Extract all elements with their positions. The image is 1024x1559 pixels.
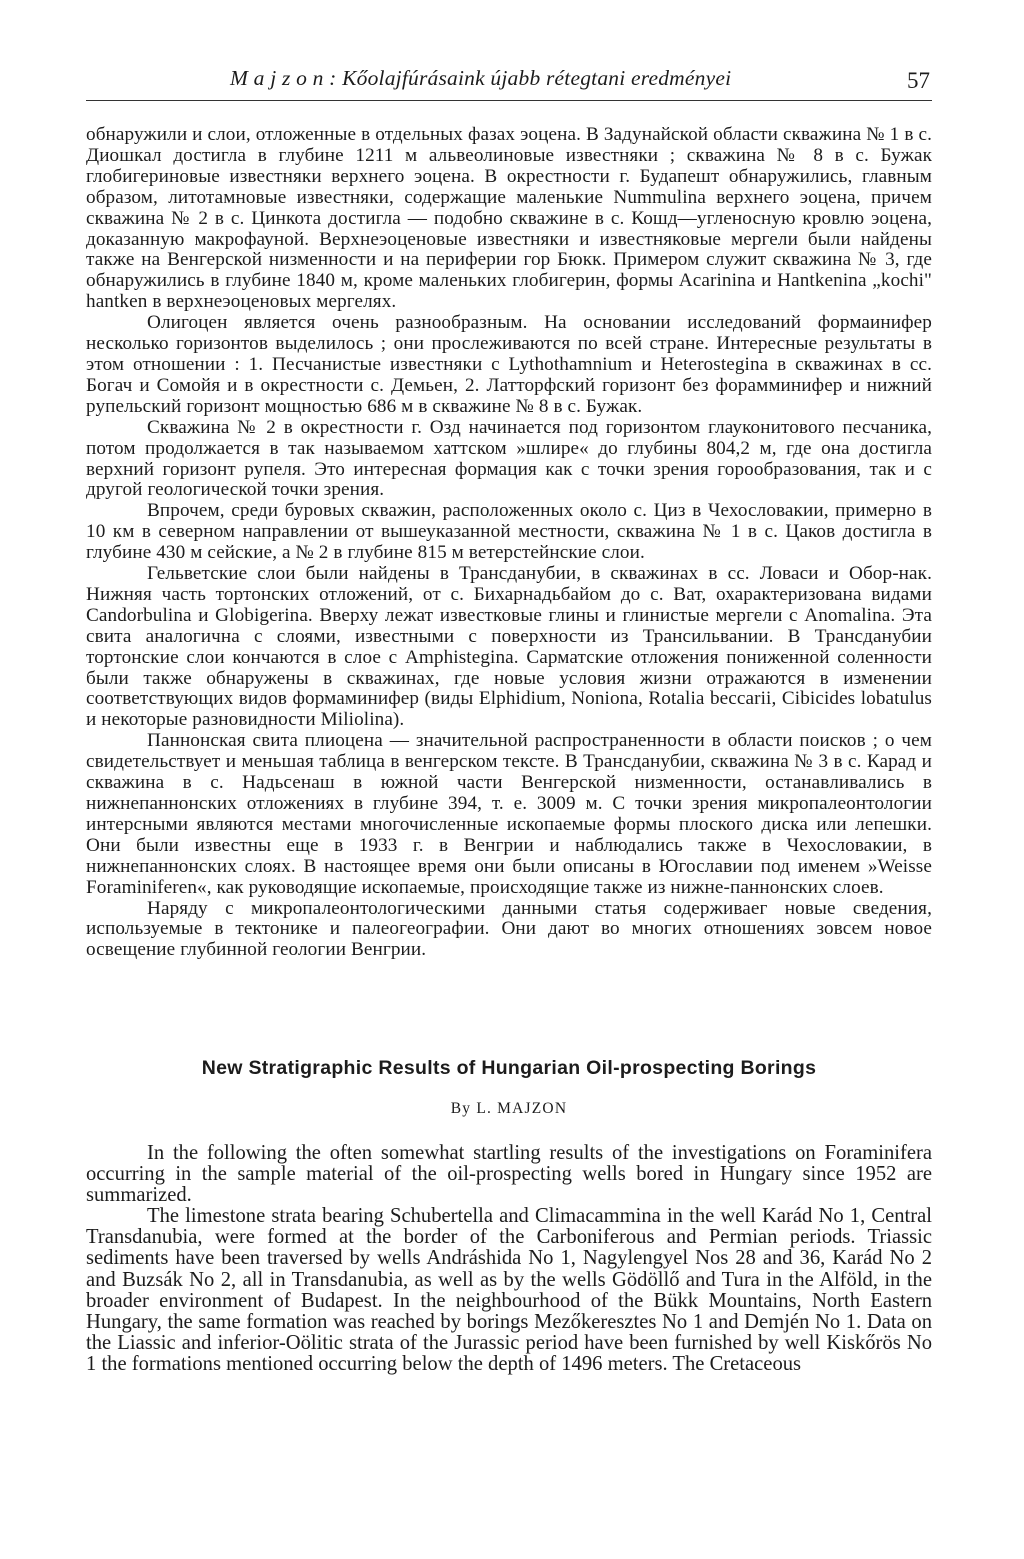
paragraph: The limestone strata bearing Schubertella and Climacammina in the well Karád No 1, Central Transdanubia, were formed at the border of the Carboniferous and Permian periods. Triassic sediments have been traversed by wells Andráshida No 1, Nagylengyel Nos 28 and 36, Karád No 2 and Buzsák No 2, all in Transdanubia, as well as by the wells Gödöllő and Tura in the Alföld, in the broader environment of Budapest. In the neighbourhood of the Bükk Mountains, North Eastern Hungary, the same formation was reached by borings Mezőkeresztes No 1 and Demjén No 1. Data on the Liassic and inferior-Oölitic strata of the Jurassic period have been furnished by well Kiskőrös No 1 the formations mentioned occurring below the depth of 1496 meters. The Cretaceous <box>86 1205 932 1375</box>
paragraph: Наряду с микропалеонтологическими данными статья содерживаег новые сведения, используемые в тектонике и палеогеографии. Они дают во многих отношениях зовсем новое освещение глубинной геологии Венгрии. <box>86 897 932 961</box>
paragraph: In the following the often somewhat startling results of the investigations on Foraminifera occurring in the sample material of the oil-prospecting wells bored in Hungary since 1952 are summarized. <box>86 1142 932 1207</box>
paragraph: обнаружили и слои, отложенные в отдельных фазах эоцена. В Задунайской области скважина № 1 в с. Диошкал достигла в глубине 1211 м альвеолиновые известняки ; скважина № 8 в с. Бужак глобигериновые известняки верхнего эоцена. В окрестности г. Будапешт обнаружились, главным образом, литотамновые известняки, содержащие маленькие Nummulina верхнего эоцена, причем скважина № 2 в с. Цинкота достигла — подобно скважине в с. Кошд—угленосную кровлю эоцена, доказанную макрофауной. Верхнеэоценовые известняки и известняковые мергели были найдены также на Венгерской низменности и на периферии гор Бюкк. Примером служит скважина № 3, где обнаружились в глубине 1840 м, кроме маленьких глобигерин, формы Acarinina и Hantkenina „kochi" hantken в верхнеэоценовых мергелях. <box>86 124 932 313</box>
paragraph: Паннонская свита плиоцена — значительной распространенности в области поисков ; о чем свидетельствует и меньшая таблица в венгерском тексте. В Трансданубии, скважина № 3 в с. Карад и скважина в с. Надьсенаш в южной части Венгерской низменности, останавливались в нижнепаннонских отложениях в глубине 394, т. е. 3009 м. С точки зрения микропалеонтологии интерсными являются местами многочисленные ископаемые формы плоского диска или лепешки. Они были известны еще в 1933 г. в Венгрии и наблюдались также в Чехословакии, в нижнепаннонских слоях. В настоящее время они были описаны в Югославии под именем »Weisse Foraminiferen«, как руководящие ископаемые, происходящие также из нижне-паннонских слоев. <box>86 730 932 898</box>
running-head <box>86 64 932 101</box>
english-article-author: By L. MAJZON <box>450 1100 568 1117</box>
paragraph: Гельветские слои были найдены в Трансданубии, в скважинах в сс. Ловаси и Обор-нак. Нижняя часть тортонских отложений, от с. Бихарнадьбайом до с. Ват, охарактеризована видами Candorbulina и Globigerina. Вверху лежат известковые глины и глинистые мергели с Anomalina. Эта свита аналогична с слоями, известными с поверхности из Трансильвании. В Трансданубии тортонские слои кончаются в слое с Amphistegina. Сарматские отложения пониженной соленности были также обнаружены в скважинах, где новые условия жизни отражаются в изменении соответствующих видов формаминифер (виды Elphidium, Noniona, Rotalia beccarii, Cibicides lobatulus и некоторые разновидности Miliolina). <box>86 563 932 731</box>
english-summary <box>86 1143 932 1375</box>
running-title: M a j z o n : Kőolajfúrásaink újabb rétegtani eredményei <box>230 66 732 90</box>
paragraph: Олигоцен является очень разнообразным. На основании исследований формаинифер несколько горизонтов выделилось ; они прослеживаются по всей стране. Интересные результаты в этом отношении : 1. Песчанистые известняки с Lythothamnium и Heterostegina в скважинах в сс. Богач и Сомойя и в окрестности с. Демьен, 2. Латторфский горизонт без форамминифер и нижний рупельский горизонт мощностью 686 м в скважине № 8 в с. Бужак. <box>86 312 932 417</box>
paragraph: Впрочем, среди буровых скважин, расположенных около с. Циз в Чехословакии, примерно в 10 км в северном направлении от вышеуказанной местности, скважина № 1 в с. Цаков достигла в глубине 430 м сейские, а № 2 в глубине 815 м ветерстейнские слои. <box>86 500 932 564</box>
page-number: 57 <box>907 68 930 93</box>
paragraph: Скважина № 2 в окрестности г. Озд начинается под горизонтом глауконитового песчаника, потом продолжается в так называемом хаттском »шлире« до глубины 804,2 м, где она достигла верхний горизонт рупеля. Это интересная формация как с точки зрения горообразования, так и с другой геологической точки зрения. <box>86 416 932 501</box>
russian-summary <box>86 125 932 961</box>
english-article-title: New Stratigraphic Results of Hungarian Oil-prospecting Borings <box>201 1057 817 1079</box>
